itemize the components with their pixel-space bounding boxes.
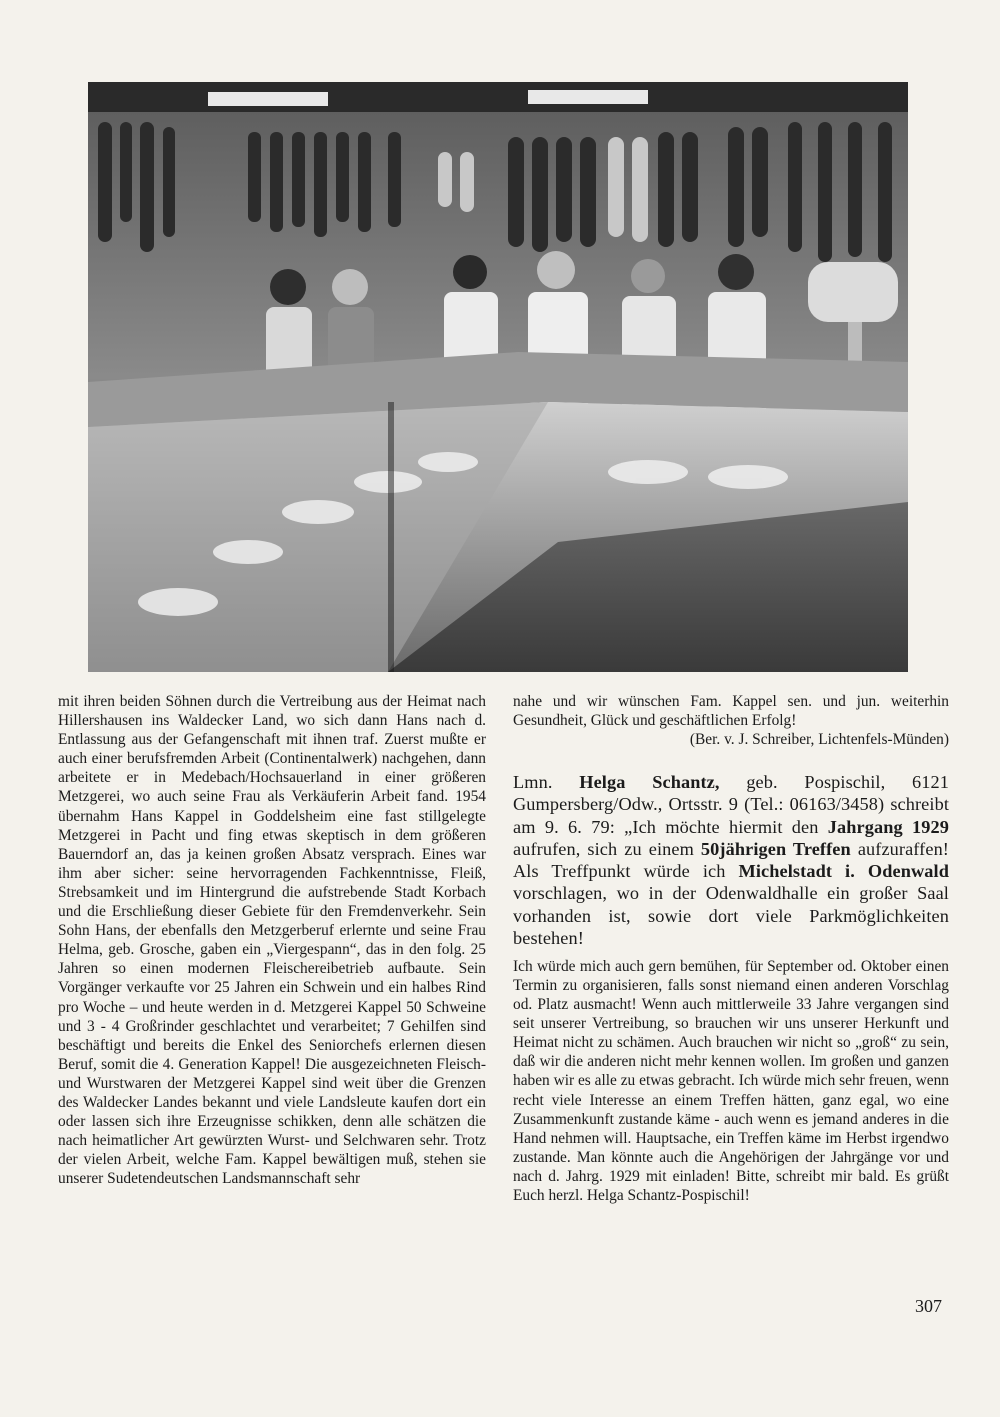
shop-photo	[88, 82, 908, 672]
page-number: 307	[915, 1296, 942, 1316]
right-column	[513, 692, 949, 1205]
letter-highlight: Michelstadt i. Odenwald	[738, 861, 949, 882]
article-body: mit ihren beiden Söhnen durch die Vertreibung aus der Heimat nach Hillershausen ins Waldecker Land, wo sich dann Hans nach d. Entlassung aus der Gefangenschaft mit ihnen traf. Zuerst mußte er auch einer berufsfremden Arbeit (Continentalwerk) nachgehen, dann arbeitete er in Medebach/Hochsauerland in einer größeren Metzgerei, wo auch seine Frau als Verkäuferin Arbeit fand. 1954 übernahm Hans Kappel in Goddelsheim eine fast stillgelegte Metzgerei in Pacht und fing etwas skeptisch in dem größeren Bauerndorf an, das ja keinen großen Absatz versprach. Eines war ihm aber sicher: seine hervorragenden Fachkenntnisse, Fleiß, Strebsamkeit und im Hintergrund die aufstrebende Stadt Korbach und die Erschließung dieser Gebiete für den Fremdenverkehr. Sein Sohn Hans, der ebenfalls den Metzgerberuf erlernte und seine Frau Helma, geb. Grosche, gaben ein „Viergespann“, das in den folg. 25 Jahren so einen modernen Fleischereibetrieb aufbaute. Sein Vorgänger verkaufte vor 25 Jahren ein Schwein und ein halbes Rind pro Woche – und heute werden in d. Metzgerei Kappel 50 Schweine und 3 - 4 Großrinder geschlachtet und verarbeitet; 7 Gehilfen sind beschäftigt und bereits die Enkel des Seniorchefs erlernen diesen Beruf, somit die 4. Generation Kappel! Die ausgezeichneten Fleisch- und Wurstwaren der Metzgerei Kappel sind weit über die Grenzen des Waldecker Landes bekannt und viele Landsleute kaufen dort ein oder lassen sich ihre Erzeugnisse schikken, denn alle schätzen die nach heimatlicher Art gewürzten Wurst- und Selchwaren sehr. Trotz der vielen Arbeit, welche Fam. Kappel bewältigen muß, stehen sie unserer Sudetendeutschen Landsmannschaft sehr	[58, 693, 486, 1188]
article-conclusion: nahe und wir wünschen Fam. Kappel sen. und jun. weiterhin Gesundheit, Glück und geschäftlichen Erfolg!	[513, 693, 949, 730]
reader-letter	[513, 771, 949, 949]
author-credit: (Ber. v. J. Schreiber, Lichtenfels-Münden)	[689, 731, 949, 749]
letter-text: aufzuraffen! Als Treffpunkt würde ich	[513, 838, 949, 882]
left-column	[58, 692, 486, 1188]
letter-text: vorschlagen, wo in der Odenwaldhalle ein großer Saal vorhanden ist, sowie dort viele Parkmöglichkeiten bestehen!	[513, 883, 949, 948]
butcher-shop-illustration	[88, 82, 908, 672]
letter-author: Helga Schantz,	[579, 772, 720, 793]
letter-text: aufrufen, sich zu einem	[513, 838, 694, 859]
letter-prefix: Lmn.	[513, 772, 553, 793]
letter-appeal: Ich würde mich auch gern bemühen, für September od. Oktober einen Termin zu organisieren, falls sonst niemand einen anderen Vorschlag od. Platz ausmacht! Wenn auch mittlerweile 33 Jahre vergangen sind seit unserer Vertreibung, so brauchen wir uns unserer Herkunft und Heimat nicht zu schämen. Auch brauchen wir nicht so „groß“ zu sein, daß wir die anderen nicht mehr kennen wollen. Im großen und ganzen haben wir es alle zu etwas gebracht. Ich würde mich sehr freuen, wenn recht viele Interesse an einem Treffen hätten, ganz egal, wo eine Zusammenkunft zustande käme - auch wenn es jemand anderes in die Hand nehmen will. Hauptsache, ein Treffen käme im Herbst irgendwo zustande. Man könnte auch die Angehörigen der Jahrgänge vor und nach d. Jahrg. 1929 mit einladen! Bitte, schreibt mir bald. Es grüßt Euch herzl. Helga Schantz-Pospischil!	[513, 957, 949, 1205]
letter-highlight: 50jährigen Treffen	[700, 838, 851, 859]
letter-highlight: Jahrgang 1929	[827, 816, 949, 837]
letter-text: geb. Pospischil, 6121 Gumpersberg/Odw., Ortsstr. 9 (Tel.: 06163/3458) schreibt am 9. 6. 79: „Ich möchte hiermit den	[513, 772, 949, 837]
